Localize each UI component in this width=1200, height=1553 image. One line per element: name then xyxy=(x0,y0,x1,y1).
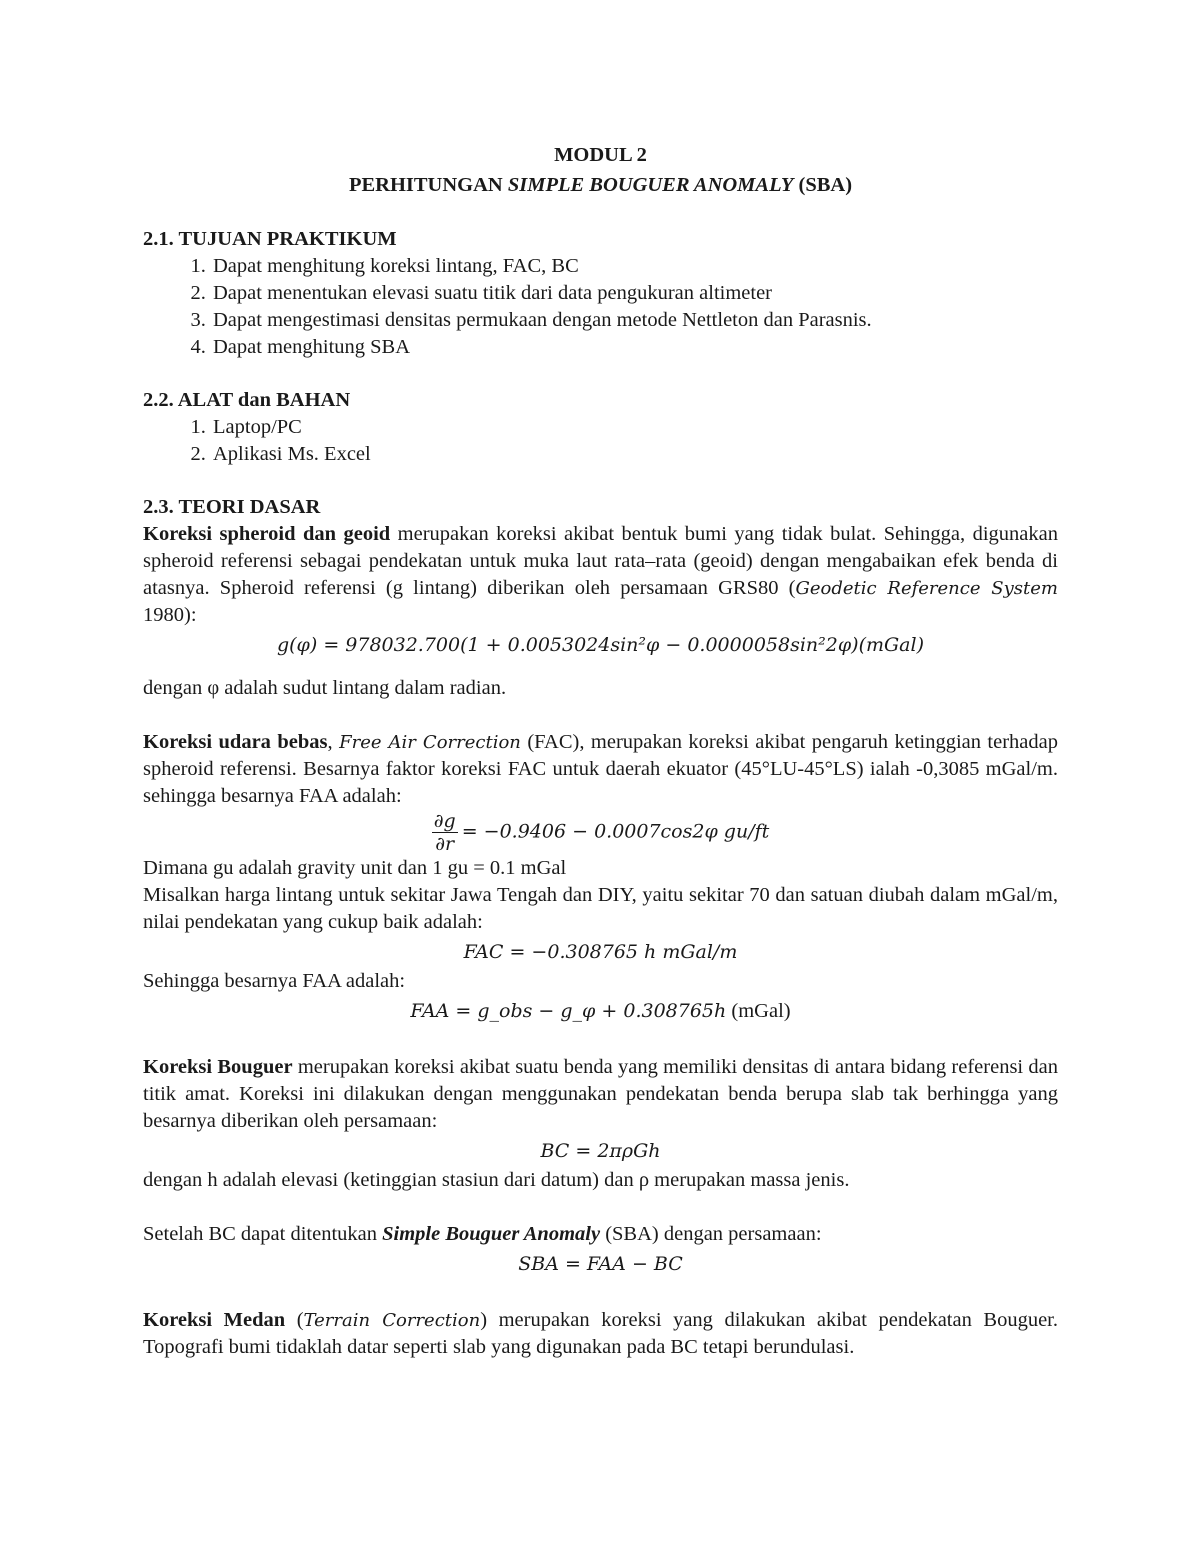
module-subtitle: PERHITUNGAN SIMPLE BOUGUER ANOMALY (SBA) xyxy=(348,174,853,196)
list-item: 3. Dapat mengestimasi densitas permukaan dengan metode Nettleton dan Parasnis. xyxy=(211,307,1058,334)
paragraph-gu: Dimana gu adalah gravity unit dan 1 gu = 0.1 mGal xyxy=(143,857,567,879)
equation-grs80: g(φ) = 978032.700(1 + 0.0053024sin²φ − 0.0000058sin²2φ)(mGal) xyxy=(276,634,924,656)
paragraph-fac: Koreksi udara bebas, Free Air Correction (FAC), merupakan koreksi akibat pengaruh ketinggian terhadap spheroid referensi. Besarnya faktor koreksi FAC untuk daerah ekuator (45°LU-45°LS) ialah -0,3085 mGal/m. sehingga besarnya FAA adalah: xyxy=(143,731,1058,807)
section-alat xyxy=(143,387,1058,468)
paragraph-phi: dengan φ adalah sudut lintang dalam radian. xyxy=(143,677,507,699)
module-title: MODUL 2 xyxy=(554,144,647,166)
document-page xyxy=(143,140,1058,1361)
list-item: 2. Dapat menentukan elevasi suatu titik dari data pengukuran altimeter xyxy=(211,280,1058,307)
title-block xyxy=(143,140,1058,200)
paragraph-terrain: Koreksi Medan (Terrain Correction) merupakan koreksi yang dilakukan akibat pendekatan Bouguer. Topografi bumi tidaklah datar seperti slab yang digunakan pada BC tetapi berundulasi. xyxy=(143,1309,1058,1358)
list-item: 2. Aplikasi Ms. Excel xyxy=(211,441,1058,468)
fraction: $\frac{\partial g}{\partial r}$ xyxy=(433,810,456,855)
equation-sba: SBA = FAA − BC xyxy=(518,1253,683,1275)
equation-fac: FAC = −0.308765 h mGal/m xyxy=(463,941,738,963)
paragraph-elevasi: dengan h adalah elevasi (ketinggian stasiun dari datum) dan ρ merupakan massa jenis. xyxy=(143,1169,850,1191)
section-teori xyxy=(143,494,1058,1361)
paragraph-faa-intro: Sehingga besarnya FAA adalah: xyxy=(143,970,406,992)
paragraph-spheroid: Koreksi spheroid dan geoid merupakan koreksi akibat bentuk bumi yang tidak bulat. Sehingga, digunakan spheroid referensi sebagai pendekatan untuk muka laut rata–rata (geoid) dengan mengabaikan efek benda di atasnya. Spheroid referensi (g lintang) diberikan oleh persamaan GRS80 (Geodetic Reference System 1980): xyxy=(143,523,1058,626)
paragraph-bouguer: Koreksi Bouguer merupakan koreksi akibat suatu benda yang memiliki densitas di antara bidang referensi dan titik amat. Koreksi ini dilakukan dengan menggunakan pendekatan benda berupa slab tak berhingga yang besarnya diberikan oleh persamaan: xyxy=(143,1056,1058,1132)
list-item: 1. Dapat menghitung koreksi lintang, FAC, BC xyxy=(211,253,1058,280)
section-heading: 2.3. TEORI DASAR xyxy=(143,496,321,518)
paragraph-lintang: Misalkan harga lintang untuk sekitar Jawa Tengah dan DIY, yaitu sekitar 70 dan satuan diubah dalam mGal/m, nilai pendekatan yang cukup baik adalah: xyxy=(143,884,1058,933)
equation-faa: FAA = g_obs − g_φ + 0.308765h (mGal) xyxy=(410,1000,791,1022)
section-heading: 2.1. TUJUAN PRAKTIKUM xyxy=(143,228,397,250)
tujuan-list xyxy=(143,253,1058,361)
section-heading: 2.2. ALAT dan BAHAN xyxy=(143,389,351,411)
list-item: 4. Dapat menghitung SBA xyxy=(211,334,1058,361)
alat-list xyxy=(143,414,1058,468)
equation-bc: BC = 2πρGh xyxy=(540,1140,661,1162)
paragraph-sba: Setelah BC dapat ditentukan Simple Bouguer Anomaly (SBA) dengan persamaan: xyxy=(143,1223,822,1245)
equation-gradient: $\frac{\partial g}{\partial r}$ = −0.9406 − 0.0007cos2φ gu/ft xyxy=(433,810,770,855)
list-item: 1. Laptop/PC xyxy=(211,414,1058,441)
section-tujuan xyxy=(143,226,1058,361)
